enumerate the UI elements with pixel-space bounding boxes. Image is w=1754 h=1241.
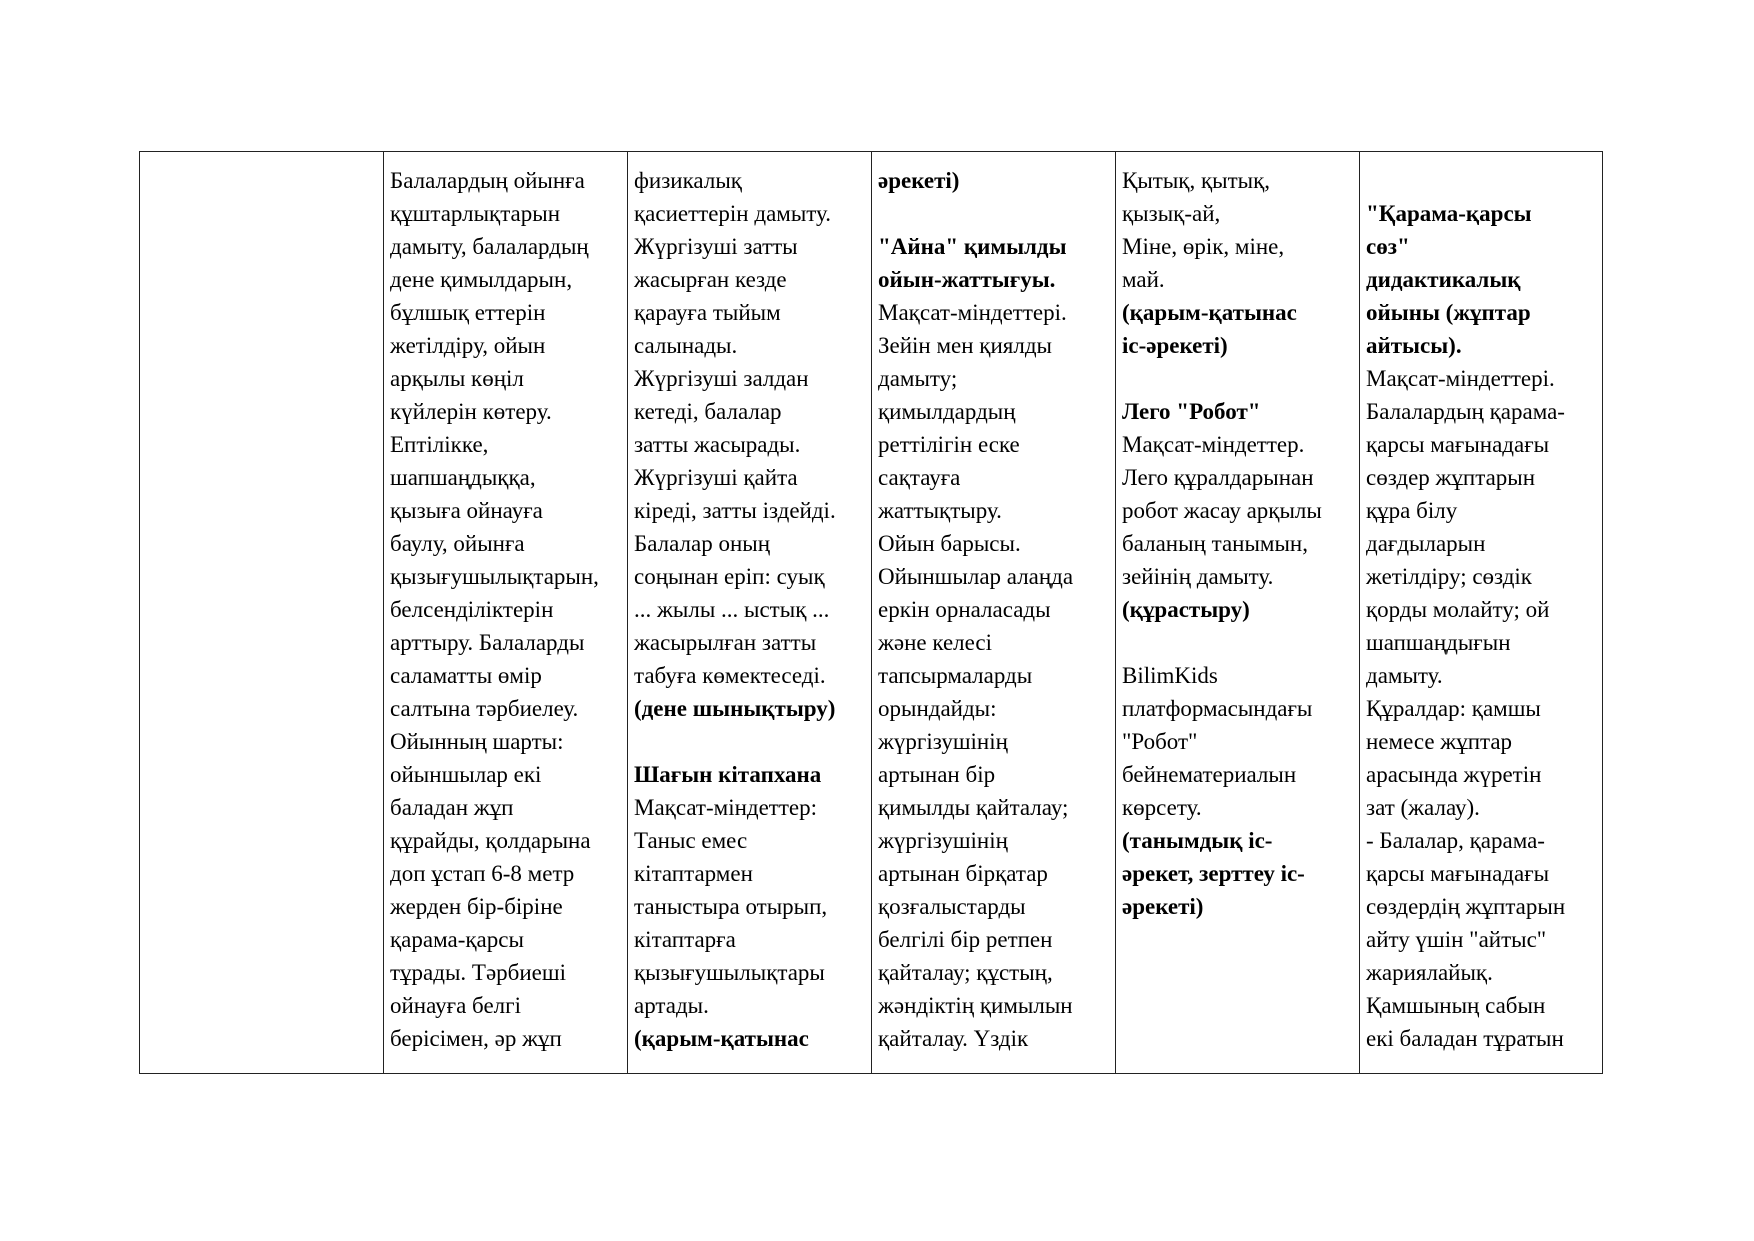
cell-text-line: Балалардың ойынға: [390, 168, 585, 193]
table-cell-mirror-game: [872, 152, 1116, 1074]
cell-text-line: сақтауға: [878, 465, 961, 490]
cell-text-line: Қытық, қытық,: [1122, 168, 1271, 193]
cell-text-line: доп ұстап 6-8 метр: [390, 861, 575, 886]
cell-text-line: баладан жұп: [390, 795, 514, 820]
cell-text-line: Ойынның шарты:: [390, 729, 564, 754]
cell-text-line: (қарым-қатынас: [634, 1026, 809, 1051]
cell-text-line: шапшаңдыққа,: [390, 465, 536, 490]
cell-text-line: кіреді, затты іздейді.: [634, 498, 836, 523]
table-cell-opposites-game: [1360, 152, 1603, 1074]
cell-text-line: Жүргізуші қайта: [634, 465, 798, 490]
cell-text-line: және келесі: [878, 630, 993, 655]
cell-text-line: бейнематериалын: [1122, 762, 1297, 787]
cell-text-line: арттыру. Балаларды: [390, 630, 585, 655]
cell-text-line: сөз": [1366, 234, 1410, 259]
cell-text-line: (қарым-қатынас: [1122, 300, 1297, 325]
cell-text-line: жәндіктің қимылын: [878, 993, 1073, 1018]
cell-text-line: - Балалар, қарама-: [1366, 828, 1545, 853]
cell-text-line: қарсы мағынадағы: [1366, 861, 1550, 886]
cell-text-line: Ойын барысы.: [878, 531, 1021, 556]
cell-text-line: жасырған кезде: [634, 267, 787, 292]
cell-text-line: Таныс емес: [634, 828, 748, 853]
cell-text-line: немесе жұптар: [1366, 729, 1513, 754]
cell-text-line: айтысы).: [1366, 333, 1462, 358]
cell-text-line: қасиеттерін дамыту.: [634, 201, 831, 226]
cell-text-line: екі баладан тұратын: [1366, 1026, 1564, 1051]
cell-text-line: белсенділіктерін: [390, 597, 554, 622]
cell-text-line: [878, 197, 1107, 230]
cell-text-line: (дене шынықтыру): [634, 696, 836, 721]
table-row: [140, 152, 1603, 1074]
cell-text-line: қызық-ай,: [1122, 201, 1221, 226]
cell-text-line: тұрады. Тәрбиеші: [390, 960, 566, 985]
cell-text-line: кетеді, балалар: [634, 399, 782, 424]
cell-text-line: [634, 725, 863, 758]
cell-text-line: құрайды, қолдарына: [390, 828, 591, 853]
cell-text-line: қорды молайту; ой: [1366, 597, 1550, 622]
cell-text-line: артынан бірқатар: [878, 861, 1048, 886]
cell-text-line: қимылдардың: [878, 399, 1016, 424]
cell-text-line: Шағын кітапхана: [634, 762, 822, 787]
cell-text-line: кітаптармен: [634, 861, 753, 886]
cell-text-line: арасында жүретін: [1366, 762, 1542, 787]
cell-text-line: қызыға ойнауға: [390, 498, 543, 523]
cell-text-line: белгілі бір ретпен: [878, 927, 1053, 952]
cell-text-line: жариялайық.: [1366, 960, 1493, 985]
cell-text-line: зейінің дамыту.: [1122, 564, 1274, 589]
cell-text-line: еркін орналасады: [878, 597, 1051, 622]
cell-text-line: салынады.: [634, 333, 738, 358]
cell-text-line: қызығушылықтарын,: [390, 564, 599, 589]
cell-text-line: Міне, өрік, міне,: [1122, 234, 1285, 259]
cell-text-line: (құрастыру): [1122, 597, 1250, 622]
cell-text-line: "Қарама-қарсы: [1366, 201, 1532, 226]
cell-text-line: құштарлықтарын: [390, 201, 561, 226]
cell-text-line: айту үшін "айтыс": [1366, 927, 1547, 952]
table-cell-label: [140, 152, 384, 1074]
cell-text-line: BilimKids: [1122, 663, 1218, 688]
cell-text-line: қайталау. Үздік: [878, 1026, 1029, 1051]
cell-text-line: дамыту;: [878, 366, 958, 391]
cell-text-line: көрсету.: [1122, 795, 1202, 820]
cell-text-line: ойнауға белгі: [390, 993, 521, 1018]
cell-text-line: жетілдіру; сөздік: [1366, 564, 1532, 589]
cell-text-line: қозғалыстарды: [878, 894, 1026, 919]
cell-text-line: Жүргізуші залдан: [634, 366, 809, 391]
cell-text-line: қимылды қайталау;: [878, 795, 1069, 820]
cell-text-line: (танымдық іс-: [1122, 828, 1273, 853]
cell-text-line: қарама-қарсы: [390, 927, 524, 952]
cell-text-line: Зейін мен қиялды: [878, 333, 1053, 358]
cell-text-line: дидактикалық: [1366, 267, 1521, 292]
table-cell-lego-robot: [1116, 152, 1360, 1074]
cell-text-line: робот жасау арқылы: [1122, 498, 1322, 523]
cell-text-line: кітаптарға: [634, 927, 736, 952]
cell-text-line: жүргізушінің: [878, 828, 1008, 853]
cell-text-line: Ойыншылар алаңда: [878, 564, 1074, 589]
cell-text-line: ойыны (жұптар: [1366, 300, 1531, 325]
cell-text-line: әрекеті): [1122, 894, 1204, 919]
cell-text-line: затты жасырады.: [634, 432, 801, 457]
cell-text-line: [1366, 164, 1594, 197]
cell-text-line: реттілігін еске: [878, 432, 1020, 457]
cell-text-line: құра білу: [1366, 498, 1458, 523]
cell-text-line: Құралдар: қамшы: [1366, 696, 1541, 721]
cell-text-line: Мақсат-міндеттер.: [1122, 432, 1305, 457]
cell-text-line: қарсы мағынадағы: [1366, 432, 1550, 457]
cell-text-line: баланың танымын,: [1122, 531, 1308, 556]
cell-text-line: Лего "Робот": [1122, 399, 1261, 424]
cell-text-line: Лего құралдарынан: [1122, 465, 1314, 490]
cell-text-line: Балалардың қарама-: [1366, 399, 1565, 424]
cell-text-line: Жүргізуші затты: [634, 234, 798, 259]
cell-text-line: Ептілікке,: [390, 432, 489, 457]
cell-text-line: жасырылған затты: [634, 630, 817, 655]
cell-text-line: әрекет, зерттеу іс-: [1122, 861, 1305, 886]
cell-text-line: іс-әрекеті): [1122, 333, 1228, 358]
cell-text-line: тапсырмаларды: [878, 663, 1033, 688]
cell-text-line: жетілдіру, ойын: [390, 333, 546, 358]
cell-text-line: Мақсат-міндеттер:: [634, 795, 818, 820]
cell-text-line: артады.: [634, 993, 709, 1018]
cell-text-line: Қамшының сабын: [1366, 993, 1546, 1018]
cell-text-line: дамыту.: [1366, 663, 1443, 688]
cell-text-line: әрекеті): [878, 168, 960, 193]
cell-text-line: дағдыларын: [1366, 531, 1486, 556]
cell-text-line: артынан бір: [878, 762, 996, 787]
cell-text-line: "Айна" қимылды: [878, 234, 1067, 259]
schedule-table: [139, 151, 1603, 1074]
cell-text-line: орындайды:: [878, 696, 997, 721]
table-cell-physical-game: [384, 152, 628, 1074]
cell-text-line: жаттықтыру.: [878, 498, 1002, 523]
cell-text-line: берісімен, әр жұп: [390, 1026, 562, 1051]
cell-text-line: зат (жалау).: [1366, 795, 1480, 820]
cell-text-line: сөздер жұптарын: [1366, 465, 1536, 490]
cell-text-line: Мақсат-міндеттері.: [1366, 366, 1555, 391]
cell-text-line: жүргізушінің: [878, 729, 1008, 754]
cell-text-line: [1122, 362, 1351, 395]
cell-text-line: саламатты өмір: [390, 663, 542, 688]
cell-text-line: соңынан еріп: суық: [634, 564, 825, 589]
table-cell-hide-object-game: [628, 152, 872, 1074]
cell-text-line: дене қимылдарын,: [390, 267, 573, 292]
cell-text-line: бұлшық еттерін: [390, 300, 546, 325]
cell-text-line: арқылы көңіл: [390, 366, 524, 391]
cell-text-line: күйлерін көтеру.: [390, 399, 552, 424]
cell-text-line: шапшаңдығын: [1366, 630, 1511, 655]
cell-text-line: Мақсат-міндеттері.: [878, 300, 1067, 325]
cell-text-line: платформасындағы: [1122, 696, 1313, 721]
cell-text-line: сөздердің жұптарын: [1366, 894, 1566, 919]
cell-text-line: ... жылы ... ыстық ...: [634, 597, 830, 622]
cell-text-line: май.: [1122, 267, 1165, 292]
cell-text-line: физикалық: [634, 168, 742, 193]
cell-text-line: таныстыра отырып,: [634, 894, 828, 919]
cell-text-line: [1122, 626, 1351, 659]
cell-text-line: дамыту, балалардың: [390, 234, 589, 259]
cell-text-line: ойыншылар екі: [390, 762, 542, 787]
cell-text-line: баулу, ойынға: [390, 531, 525, 556]
cell-text-line: қайталау; құстың,: [878, 960, 1053, 985]
cell-text-line: қарауға тыйым: [634, 300, 781, 325]
cell-text-line: қызығушылықтары: [634, 960, 825, 985]
cell-text-line: салтына тәрбиелеу.: [390, 696, 579, 721]
cell-text-line: табуға көмектеседі.: [634, 663, 826, 688]
cell-text-line: жерден бір-біріне: [390, 894, 563, 919]
cell-text-line: Балалар оның: [634, 531, 771, 556]
cell-text-line: "Робот": [1122, 729, 1198, 754]
cell-text-line: ойын-жаттығуы.: [878, 267, 1056, 292]
